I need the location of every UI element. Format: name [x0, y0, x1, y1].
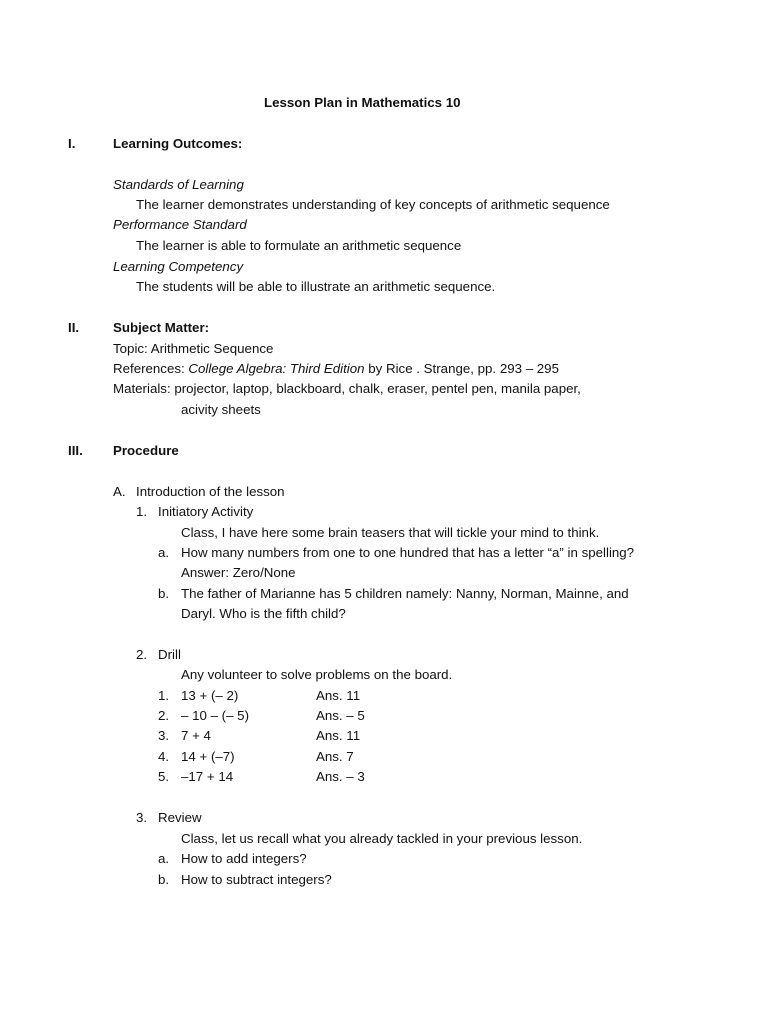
section-heading: Subject Matter:	[113, 320, 210, 335]
section-numeral: III.	[68, 443, 83, 458]
section-numeral: II.	[68, 320, 80, 335]
step-marker: 1.	[136, 504, 148, 519]
references-prefix: References:	[113, 361, 189, 376]
step-label: Drill	[158, 647, 181, 662]
section-heading: Learning Outcomes:	[113, 136, 243, 151]
drill-item-number: 5.	[158, 769, 170, 784]
drill-item-answer: Ans. 11	[316, 728, 361, 743]
materials-line: Materials: projector, laptop, blackboard, chalk, eraser, pentel pen, manila paper,	[113, 381, 581, 396]
topic-line: Topic: Arithmetic Sequence	[113, 341, 274, 356]
drill-item-problem: 14 + (–7)	[181, 749, 235, 764]
drill-item-number: 1.	[158, 688, 170, 703]
drill-item-problem: –17 + 14	[181, 769, 234, 784]
references-book-title: College Algebra: Third Edition	[188, 361, 365, 376]
question-text: How many numbers from one to one hundred that has a letter “a” in spelling?	[181, 545, 635, 560]
references-suffix: by Rice . Strange, pp. 293 – 295	[364, 361, 559, 376]
question-marker: b.	[158, 872, 170, 887]
performance-label: Performance Standard	[113, 217, 247, 232]
document-title: Lesson Plan in Mathematics 10	[264, 95, 461, 110]
drill-item-number: 3.	[158, 728, 170, 743]
step-label: Review	[158, 810, 202, 825]
competency-text: The students will be able to illustrate an arithmetic sequence.	[136, 279, 496, 294]
standards-text: The learner demonstrates understanding of key concepts of arithmetic sequence	[136, 197, 610, 212]
drill-item-answer: Ans. – 3	[316, 769, 365, 784]
initiatory-intro: Class, I have here some brain teasers that will tickle your mind to think.	[181, 525, 600, 540]
question-text: How to add integers?	[181, 851, 307, 866]
drill-item-number: 4.	[158, 749, 170, 764]
step-marker: 3.	[136, 810, 148, 825]
part-marker: A.	[113, 484, 126, 499]
question-answer: Answer: Zero/None	[181, 565, 296, 580]
competency-label: Learning Competency	[113, 259, 244, 274]
step-label: Initiatory Activity	[158, 504, 254, 519]
question-text-continued: Daryl. Who is the fifth child?	[181, 606, 346, 621]
drill-item-answer: Ans. – 5	[316, 708, 365, 723]
drill-item-problem: 13 + (– 2)	[181, 688, 239, 703]
part-label: Introduction of the lesson	[136, 484, 285, 499]
standards-label: Standards of Learning	[113, 177, 244, 192]
question-marker: a.	[158, 545, 170, 560]
review-intro: Class, let us recall what you already tackled in your previous lesson.	[181, 831, 583, 846]
drill-item-problem: – 10 – (– 5)	[181, 708, 250, 723]
question-text: How to subtract integers?	[181, 872, 332, 887]
question-marker: a.	[158, 851, 170, 866]
question-text: The father of Marianne has 5 children namely: Nanny, Norman, Mainne, and	[181, 586, 629, 601]
section-heading: Procedure	[113, 443, 179, 458]
question-marker: b.	[158, 586, 170, 601]
drill-item-problem: 7 + 4	[181, 728, 211, 743]
step-marker: 2.	[136, 647, 148, 662]
references-line	[113, 361, 559, 377]
drill-intro: Any volunteer to solve problems on the board.	[181, 667, 453, 682]
performance-text: The learner is able to formulate an arithmetic sequence	[136, 238, 462, 253]
drill-item-number: 2.	[158, 708, 170, 723]
section-numeral: I.	[68, 136, 76, 151]
drill-item-answer: Ans. 11	[316, 688, 361, 703]
drill-item-answer: Ans. 7	[316, 749, 354, 764]
materials-line-continued: acivity sheets	[181, 402, 261, 417]
